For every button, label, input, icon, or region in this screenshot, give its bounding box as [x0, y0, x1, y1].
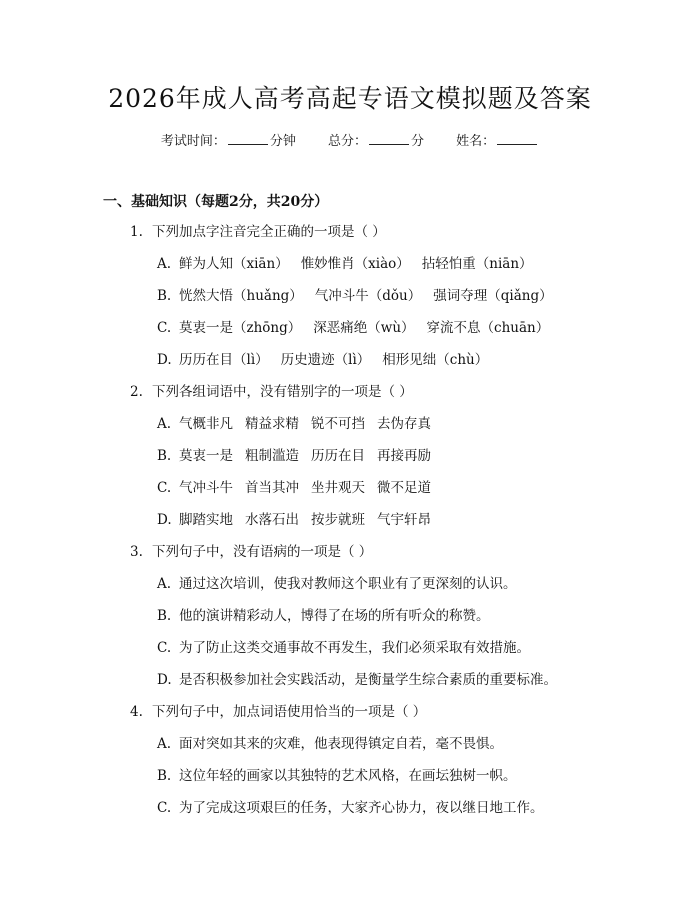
- question-text: 下列句子中，加点词语使用恰当的一项是（ ）: [152, 704, 427, 720]
- option-item: 为了完成这项艰巨的任务，大家齐心协力，夜以继日地工作。: [179, 800, 544, 816]
- option-item: 拈轻怕重（niān）: [421, 256, 533, 272]
- option-item: 锐不可挡: [311, 416, 365, 432]
- option-item: 按步就班: [311, 512, 365, 528]
- option-item: 气冲斗牛: [179, 480, 233, 496]
- section-heading: 一、基础知识（每题2分，共20分）: [103, 194, 329, 210]
- option-letter: C.: [157, 320, 172, 336]
- option-letter: D.: [157, 672, 172, 688]
- option-letter: A.: [157, 736, 172, 752]
- option: [157, 605, 490, 627]
- option-letter: D.: [157, 352, 172, 368]
- question-number: 4.: [130, 704, 143, 720]
- option-letter: B.: [157, 448, 172, 464]
- option: [157, 477, 431, 499]
- option-item: 去伪存真: [377, 416, 431, 432]
- option-item: 这位年轻的画家以其独特的艺术风格，在画坛独树一帜。: [179, 768, 517, 784]
- total-score-field: [328, 130, 424, 153]
- option-letter: C.: [157, 800, 172, 816]
- question: [130, 221, 386, 243]
- question: [130, 381, 413, 403]
- option: [157, 573, 517, 595]
- option-item: 再接再励: [377, 448, 431, 464]
- exam-time-field: [161, 130, 296, 153]
- option-item: 脚踏实地: [179, 512, 233, 528]
- option: [157, 445, 431, 467]
- option: [157, 285, 553, 307]
- option: [157, 765, 517, 787]
- option-item: 为了防止这类交通事故不再发生，我们必须采取有效措施。: [179, 640, 530, 656]
- total-score-blank: [369, 130, 409, 145]
- option-item: 水落石出: [245, 512, 299, 528]
- page-title: 2026年成人高考高起专语文模拟题及答案: [108, 84, 592, 113]
- option-item: 气冲斗牛（dǒu）: [314, 288, 422, 304]
- total-score-label: 总分：: [327, 134, 367, 149]
- question: [130, 541, 372, 563]
- option-item: 气概非凡: [179, 416, 233, 432]
- exam-time-unit: 分钟: [269, 134, 296, 149]
- option: [157, 413, 431, 435]
- option-item: 精益求精: [245, 416, 299, 432]
- question: [130, 701, 426, 723]
- option-item: 坐井观天: [311, 480, 365, 496]
- option-item: 微不足道: [377, 480, 431, 496]
- option-letter: C.: [157, 480, 172, 496]
- exam-meta: [0, 130, 700, 153]
- option-item: 相形见绌（chù）: [382, 352, 489, 368]
- exam-time-label: 考试时间：: [160, 134, 226, 149]
- question-text: 下列各组词语中，没有错别字的一项是（ ）: [152, 384, 413, 400]
- option: [157, 509, 431, 531]
- option: [157, 797, 544, 819]
- option-letter: C.: [157, 640, 172, 656]
- option-item: 他的演讲精彩动人，博得了在场的所有听众的称赞。: [179, 608, 490, 624]
- option-item: 穿流不息（chuān）: [426, 320, 550, 336]
- option-letter: B.: [157, 768, 172, 784]
- option-item: 历历在目（lì）: [179, 352, 269, 368]
- option-item: 粗制滥造: [245, 448, 299, 464]
- option-letter: D.: [157, 512, 172, 528]
- question-number: 1.: [130, 224, 143, 240]
- option-item: 历历在目: [311, 448, 365, 464]
- name-label: 姓名：: [456, 134, 496, 149]
- total-score-unit: 分: [411, 134, 425, 149]
- option-item: 面对突如其来的灾难，他表现得镇定自若，毫不畏惧。: [179, 736, 503, 752]
- option-letter: A.: [157, 576, 172, 592]
- option-item: 惟妙惟肖（xiào）: [300, 256, 410, 272]
- option: [157, 253, 533, 275]
- exam-time-blank: [228, 130, 268, 145]
- option: [157, 733, 503, 755]
- question-number: 3.: [130, 544, 143, 560]
- option: [157, 669, 557, 691]
- option-letter: A.: [157, 256, 172, 272]
- question-text: 下列句子中，没有语病的一项是（ ）: [152, 544, 373, 560]
- option: [157, 637, 530, 659]
- name-blank: [497, 130, 537, 145]
- option-item: 莫衷一是（zhōng）: [179, 320, 302, 336]
- option-item: 首当其冲: [245, 480, 299, 496]
- option-item: 深恶痛绝（wù）: [313, 320, 415, 336]
- option-item: 恍然大悟（huǎng）: [179, 288, 303, 304]
- option-item: 是否积极参加社会实践活动，是衡量学生综合素质的重要标准。: [179, 672, 557, 688]
- question-number: 2.: [130, 384, 143, 400]
- option-item: 鲜为人知（xiān）: [179, 256, 289, 272]
- option-item: 气宇轩昂: [377, 512, 431, 528]
- option-letter: B.: [157, 288, 172, 304]
- option-letter: A.: [157, 416, 172, 432]
- option-item: 历史遗迹（lì）: [280, 352, 371, 368]
- option: [157, 349, 488, 371]
- option-item: 强词夺理（qiǎng）: [433, 288, 553, 304]
- question-text: 下列加点字注音完全正确的一项是（ ）: [152, 224, 386, 240]
- option-item: 通过这次培训，使我对教师这个职业有了更深刻的认识。: [179, 576, 517, 592]
- option-item: 莫衷一是: [179, 448, 233, 464]
- option-letter: B.: [157, 608, 172, 624]
- option: [157, 317, 549, 339]
- name-field: [456, 130, 539, 153]
